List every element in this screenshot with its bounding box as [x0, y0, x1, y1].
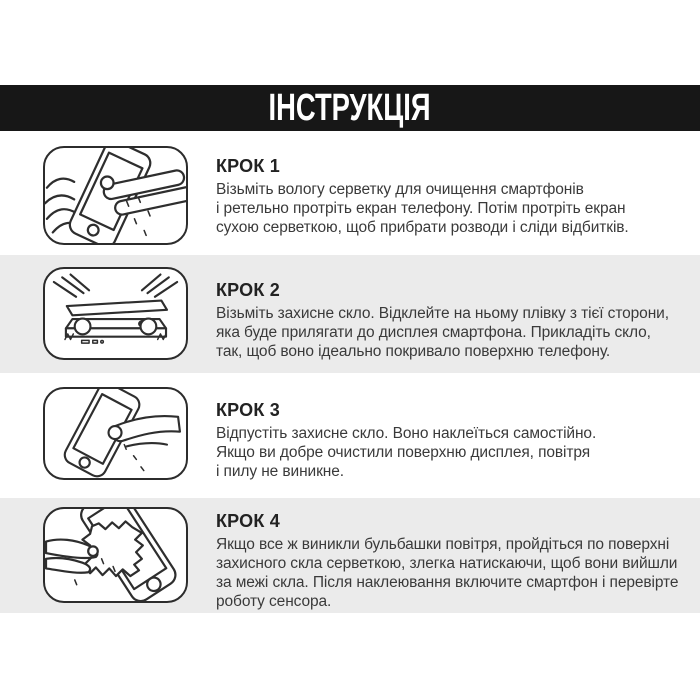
step-1-body — [216, 180, 629, 237]
step-3-text-block — [216, 401, 596, 481]
step-text-line: Візьміть вологу серветку для очищення смартфонів — [216, 181, 584, 198]
step-4-text-block — [216, 512, 678, 611]
step-2-body — [216, 304, 669, 361]
header-bar — [0, 85, 700, 131]
step-text-line: за межі скла. Після наклеювання включите смартфон і перевірте — [216, 574, 679, 591]
step-text-line: Відпустіть захисне скло. Воно наклеїться самостійно. — [216, 425, 597, 442]
step-4-title: КРОК 4 — [216, 511, 280, 531]
step-text-line: яка буде прилягати до дисплея смартфона. Прикладіть скло, — [216, 324, 651, 341]
step-2-text-block — [216, 281, 669, 361]
wipe-phone-with-cloth-illustration — [43, 146, 188, 245]
step-1-text-block — [216, 157, 629, 237]
step-4-body — [216, 535, 678, 611]
step-text-line: сухою серветкою, щоб прибрати розводи і сліди відбитків. — [216, 219, 629, 236]
smooth-out-bubbles-illustration — [43, 507, 188, 603]
step-text-line: і пилу не виникне. — [216, 463, 344, 480]
step-1-title: КРОК 1 — [216, 156, 280, 176]
step-3-body — [216, 424, 596, 481]
step-text-line: Візьміть захисне скло. Відклейте на ньому плівку з тієї сторони, — [216, 305, 669, 322]
page-title: ІНСТРУКЦІЯ — [268, 87, 431, 129]
step-text-line: Якщо все ж виникли бульбашки повітря, пройдіться по поверхні — [216, 536, 670, 553]
step-2-title: КРОК 2 — [216, 280, 280, 300]
step-text-line: захисного скла серветкою, злегка натискаючи, щоб вони вийшли — [216, 555, 678, 572]
step-text-line: так, щоб воно ідеально покривало поверхню телефону. — [216, 343, 611, 360]
step-text-line: роботу сенсора. — [216, 593, 332, 610]
align-glass-over-phone-illustration — [43, 267, 188, 360]
press-glass-on-screen-illustration — [43, 387, 188, 480]
step-text-line: і ретельно протріть екран телефону. Потім протріть екран — [216, 200, 626, 217]
step-3-title: КРОК 3 — [216, 400, 280, 420]
step-text-line: Якщо ви добре очистили поверхню дисплея, повітря — [216, 444, 591, 461]
